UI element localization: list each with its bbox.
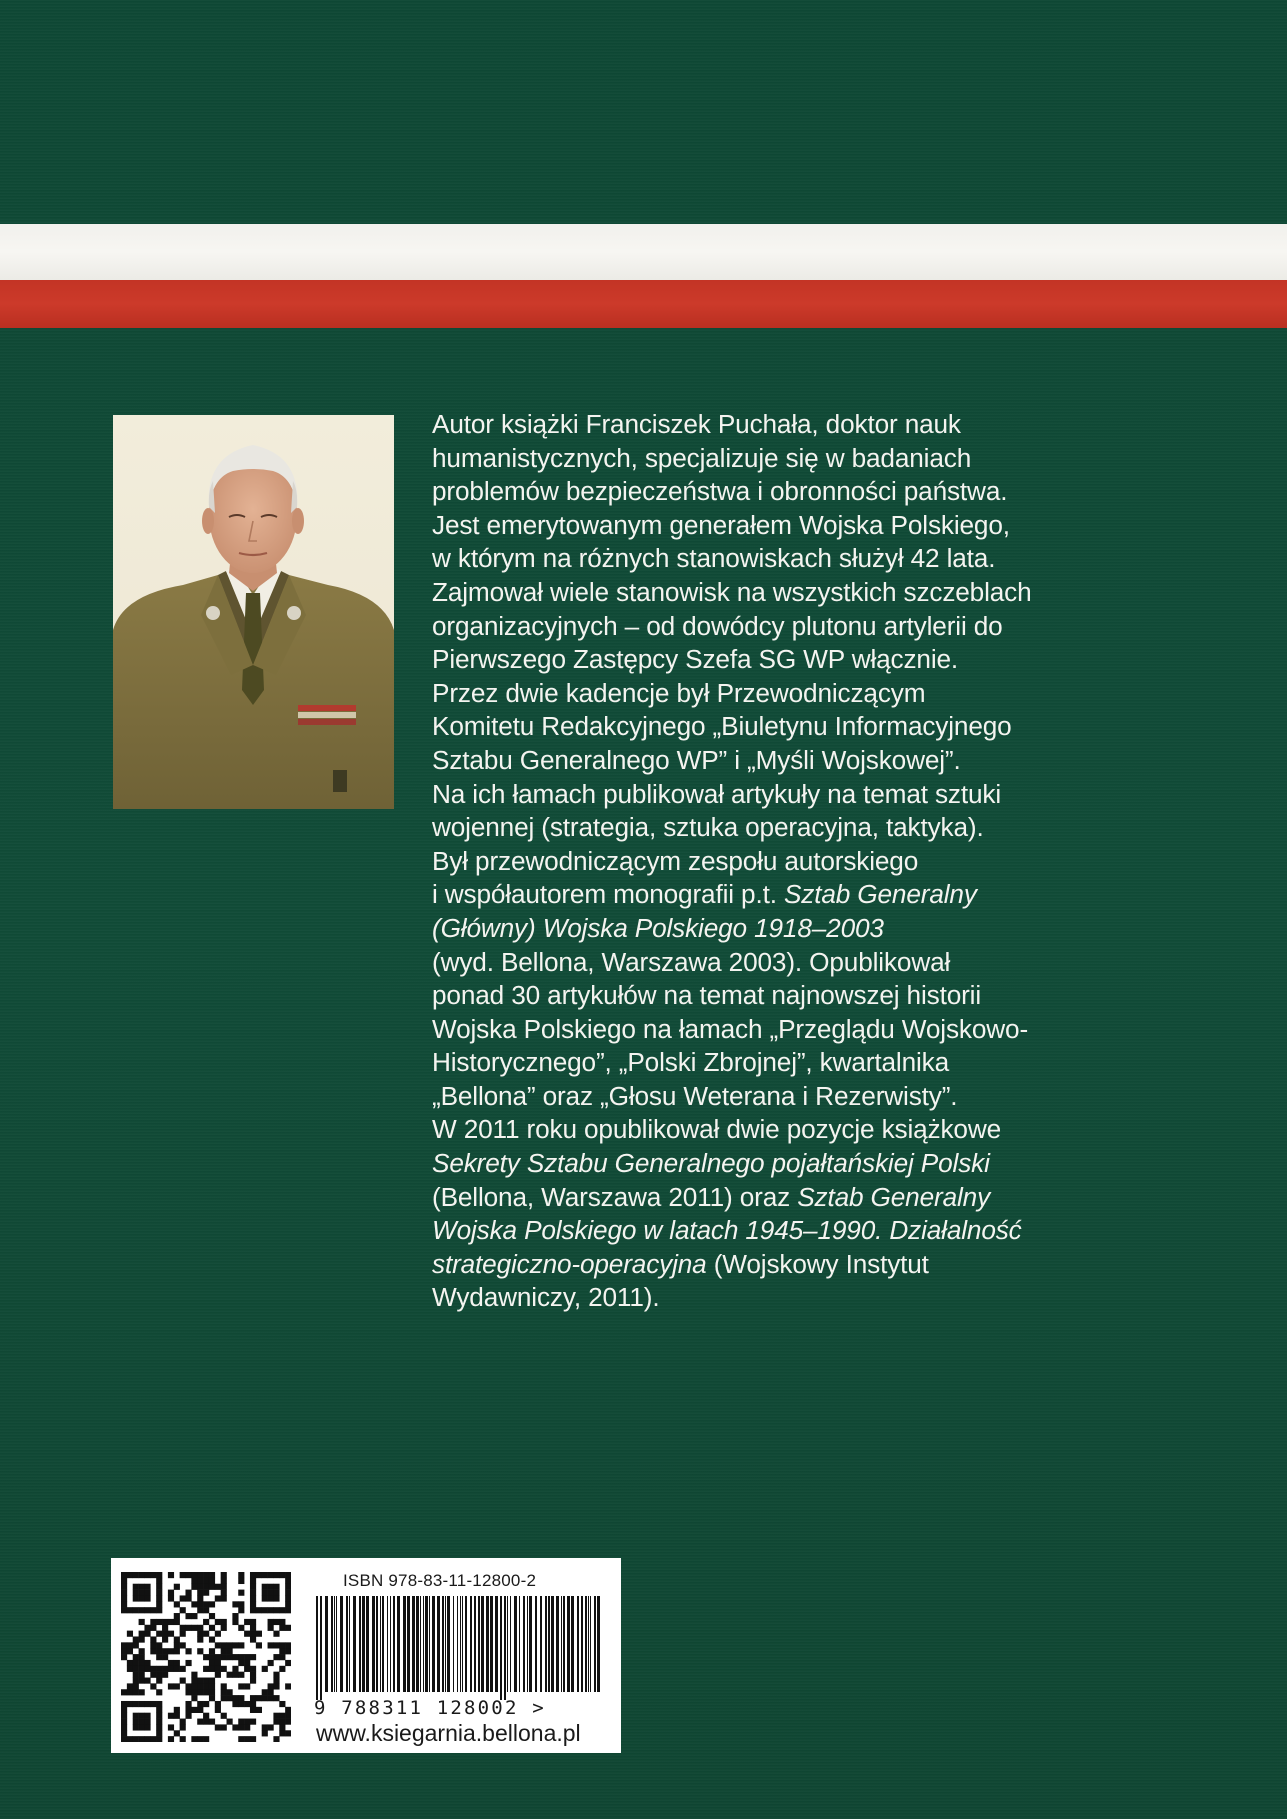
bio-line	[432, 845, 1152, 879]
bio-line	[432, 778, 1152, 812]
bio-line	[432, 979, 1152, 1013]
bio-text: Był przewodniczącym zespołu autorskiego	[432, 845, 919, 876]
bio-text: W 2011 roku opublikował dwie pozycje książkowe	[432, 1114, 1002, 1145]
bio-text: (Wojskowy Instytut	[706, 1248, 929, 1279]
bio-title-text: (Główny) Wojska Polskiego 1918–2003	[432, 912, 884, 943]
bio-line	[432, 1113, 1152, 1147]
bio-text: Przez dwie kadencje był Przewodniczącym	[432, 677, 926, 708]
bio-line	[432, 811, 1152, 845]
bio-text: Wojska Polskiego na łamach „Przeglądu Wojskowo-	[432, 1013, 1029, 1044]
bio-text: w którym na różnych stanowiskach służył 42 lata.	[432, 543, 996, 574]
bio-line	[432, 542, 1152, 576]
bio-text: Zajmował wiele stanowisk na wszystkich szczeblach	[432, 576, 1032, 607]
bio-line	[432, 1181, 1152, 1215]
bio-line	[432, 1013, 1152, 1047]
qr-code	[121, 1572, 291, 1742]
bio-title-text: Sekrety Sztabu Generalnego pojałtańskiej Polski	[432, 1148, 990, 1179]
bio-line	[432, 1147, 1152, 1181]
bio-text: „Bellona” oraz „Głosu Weterana i Rezerwisty”.	[432, 1080, 958, 1111]
bio-line	[432, 643, 1152, 677]
bio-line	[432, 509, 1152, 543]
bio-text: (wyd. Bellona, Warszawa 2003). Opublikował	[432, 946, 951, 977]
bio-title-text: Sztab Generalny	[783, 879, 977, 910]
bio-text: Komitetu Redakcyjnego „Biuletynu Informacyjnego	[432, 711, 1012, 742]
bio-line	[432, 610, 1152, 644]
isbn-number: ISBN 978-83-11-12800-2	[343, 1571, 537, 1590]
bio-title-text: Sztab Generalny	[797, 1181, 991, 1212]
bio-line	[432, 1046, 1152, 1080]
barcode	[314, 1596, 604, 1706]
flag-white-stripe	[0, 224, 1287, 280]
bio-line	[432, 710, 1152, 744]
bio-text: wojennej (strategia, sztuka operacyjna, taktyka).	[432, 812, 984, 843]
bio-text: problemów bezpieczeństwa i obronności państwa.	[432, 476, 1008, 507]
bio-line	[432, 946, 1152, 980]
bio-text: i współautorem monografii p.t.	[432, 879, 784, 910]
bio-text: Jest emerytowanym generałem Wojska Polskiego,	[432, 509, 1010, 540]
bio-text: Autor książki Franciszek Puchała, doktor nauk	[432, 409, 961, 439]
bio-line	[432, 1248, 1152, 1282]
bio-line	[432, 576, 1152, 610]
bio-line	[432, 912, 1152, 946]
bio-text: humanistycznych, specjalizuje się w badaniach	[432, 442, 972, 473]
bio-line	[432, 878, 1152, 912]
bio-line	[432, 1080, 1152, 1114]
author-portrait	[113, 415, 394, 809]
bio-text: Sztabu Generalnego WP” i „Myśli Wojskowej”.	[432, 744, 961, 775]
bio-text: Historycznego”, „Polski Zbrojnej”, kwartalnika	[432, 1047, 950, 1078]
bio-line	[432, 475, 1152, 509]
bio-text: Pierwszego Zastępcy Szefa SG WP włącznie.	[432, 644, 959, 675]
bio-title-text: strategiczno-operacyjna	[432, 1248, 707, 1279]
bio-line	[432, 1281, 1152, 1315]
bio-line	[432, 744, 1152, 778]
bio-line	[432, 408, 1152, 442]
bio-line	[432, 442, 1152, 476]
flag-red-stripe	[0, 280, 1287, 328]
bio-line	[432, 1214, 1152, 1248]
bio-text: Na ich łamach publikował artykuły na temat sztuki	[432, 778, 1002, 809]
bio-title-text: Wojska Polskiego w latach 1945–1990. Działalność	[432, 1215, 1022, 1246]
isbn-label	[111, 1558, 621, 1753]
bio-line	[432, 677, 1152, 711]
author-biography	[432, 408, 1152, 1315]
bio-text: ponad 30 artykułów na temat najnowszej historii	[432, 980, 982, 1011]
bio-text: organizacyjnych – od dowódcy plutonu artylerii do	[432, 610, 1003, 641]
bio-text: Wydawniczy, 2011).	[432, 1282, 660, 1313]
publisher-url[interactable]: www.ksiegarnia.bellona.pl	[316, 1720, 581, 1746]
barcode-digits: 9 788311 128002 >	[314, 1697, 546, 1719]
bio-text: (Bellona, Warszawa 2011) oraz	[432, 1181, 798, 1212]
